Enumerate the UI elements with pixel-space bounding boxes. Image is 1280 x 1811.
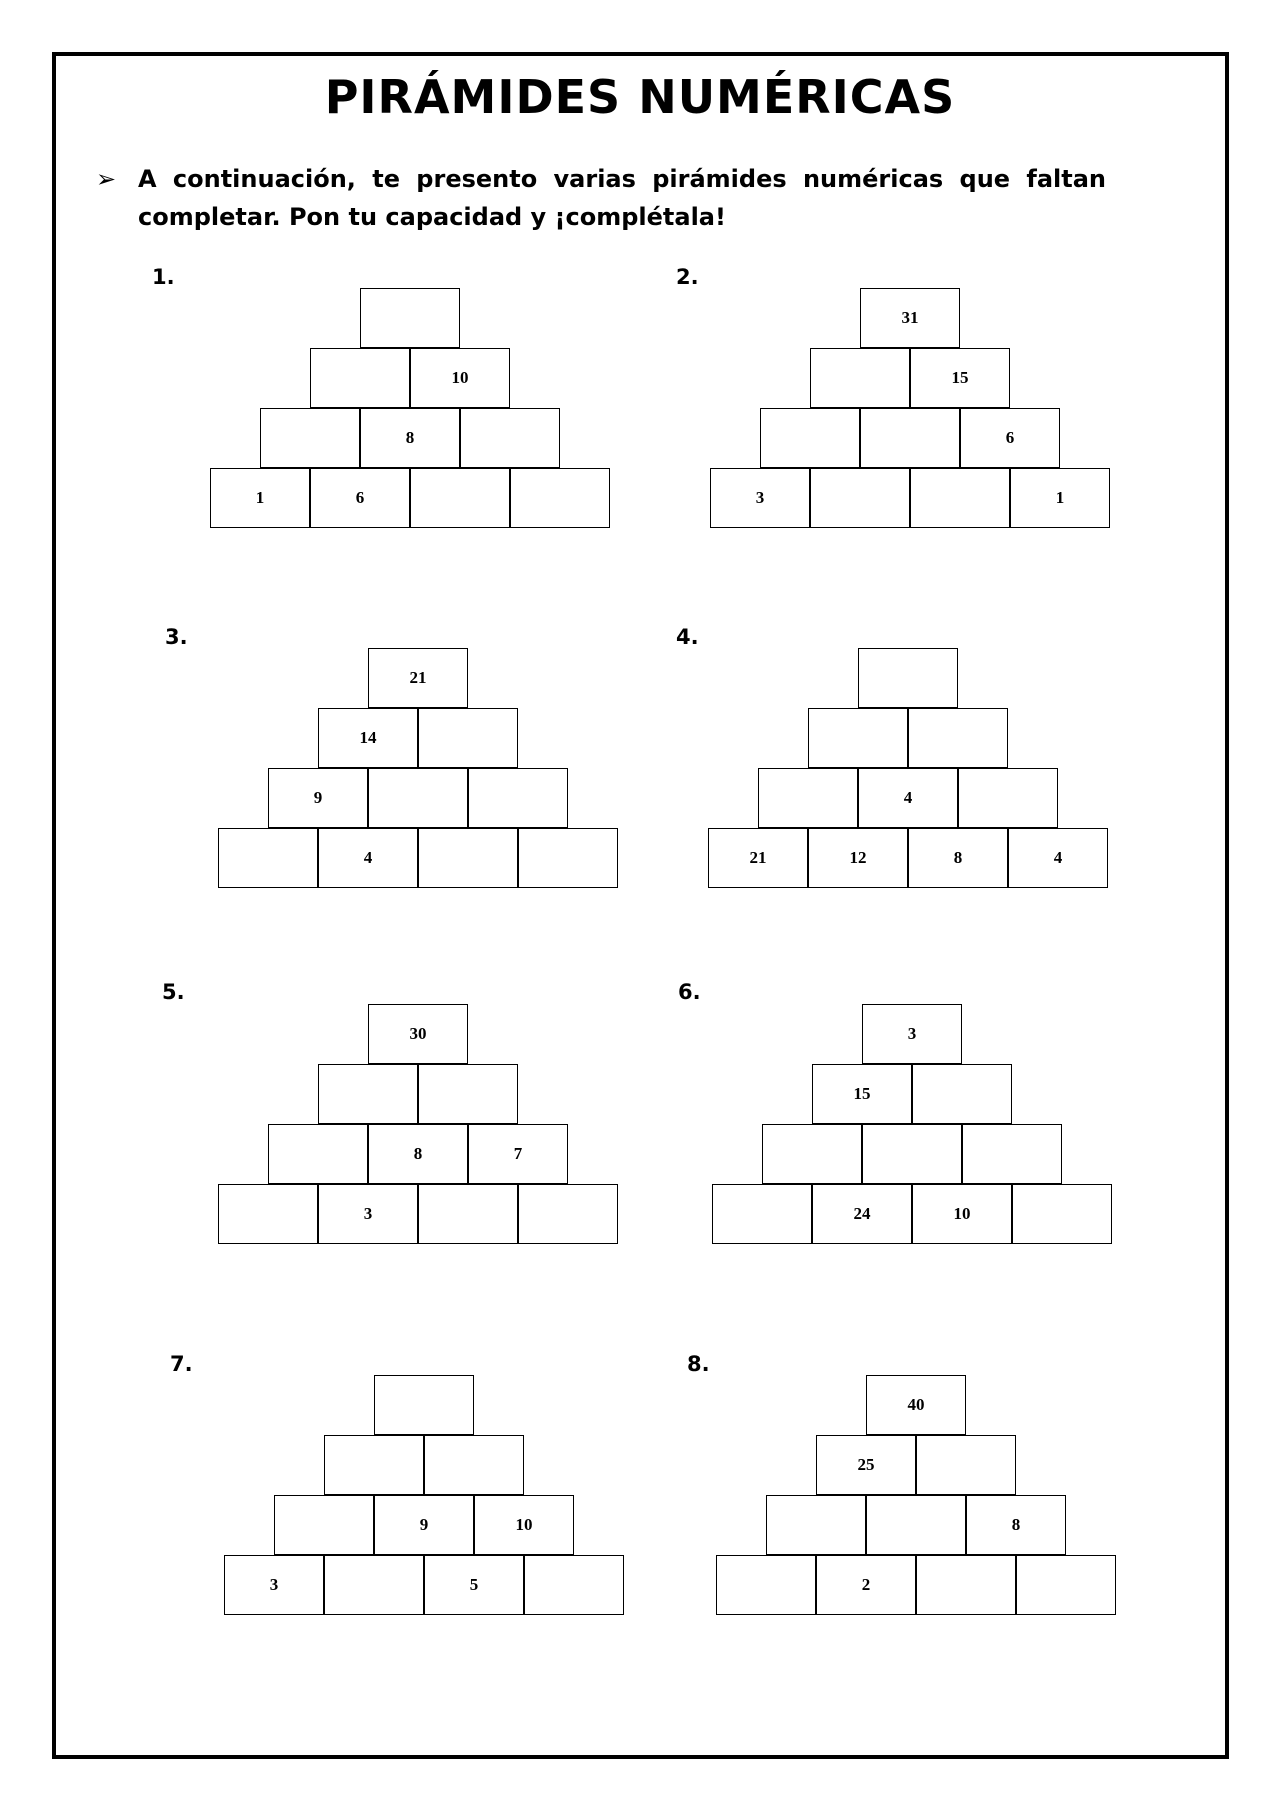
pyramid-cell: 1 bbox=[1010, 468, 1110, 528]
pyramid-cell[interactable] bbox=[324, 1435, 424, 1495]
pyramid-cell: 4 bbox=[858, 768, 958, 828]
pyramid-cell[interactable] bbox=[418, 708, 518, 768]
pyramid-number: 8. bbox=[687, 1352, 710, 1376]
pyramid-cell[interactable] bbox=[318, 1064, 418, 1124]
pyramid-cell[interactable] bbox=[360, 288, 460, 348]
pyramid-cell[interactable] bbox=[260, 408, 360, 468]
pyramid-cell[interactable] bbox=[760, 408, 860, 468]
pyramid-cell[interactable] bbox=[866, 1495, 966, 1555]
pyramid-number: 6. bbox=[678, 980, 701, 1004]
pyramid-cell: 3 bbox=[318, 1184, 418, 1244]
instruction bbox=[96, 160, 1106, 236]
pyramid-cell[interactable] bbox=[862, 1124, 962, 1184]
pyramid-number: 5. bbox=[162, 980, 185, 1004]
pyramid-cell: 25 bbox=[816, 1435, 916, 1495]
pyramid-cell: 3 bbox=[224, 1555, 324, 1615]
pyramid-cell: 6 bbox=[310, 468, 410, 528]
pyramid-cell: 5 bbox=[424, 1555, 524, 1615]
pyramid-cell: 15 bbox=[812, 1064, 912, 1124]
pyramid-cell[interactable] bbox=[916, 1435, 1016, 1495]
pyramid-cell: 12 bbox=[808, 828, 908, 888]
pyramid-cell: 9 bbox=[268, 768, 368, 828]
pyramid-cell: 2 bbox=[816, 1555, 916, 1615]
pyramid-number: 7. bbox=[170, 1352, 193, 1376]
pyramid-cell[interactable] bbox=[518, 1184, 618, 1244]
pyramid-cell[interactable] bbox=[810, 348, 910, 408]
pyramid-cell[interactable] bbox=[712, 1184, 812, 1244]
bullet-arrow-icon: ➢ bbox=[96, 165, 117, 193]
pyramid-cell: 21 bbox=[368, 648, 468, 708]
pyramid-cell: 6 bbox=[960, 408, 1060, 468]
instruction-text: A continuación, te presento varias pirámides numéricas que faltan completar. Pon tu capacidad y ¡complétala! bbox=[138, 165, 1106, 231]
pyramid-cell[interactable] bbox=[218, 828, 318, 888]
pyramid-cell: 15 bbox=[910, 348, 1010, 408]
pyramid-number: 1. bbox=[152, 265, 175, 289]
pyramid-cell: 8 bbox=[966, 1495, 1066, 1555]
pyramid-cell: 10 bbox=[474, 1495, 574, 1555]
pyramid-cell[interactable] bbox=[218, 1184, 318, 1244]
pyramid-cell: 8 bbox=[360, 408, 460, 468]
pyramid-cell: 40 bbox=[866, 1375, 966, 1435]
pyramid-number: 3. bbox=[165, 625, 188, 649]
pyramid-cell[interactable] bbox=[418, 828, 518, 888]
pyramid-cell: 14 bbox=[318, 708, 418, 768]
pyramid-cell[interactable] bbox=[716, 1555, 816, 1615]
pyramid-cell[interactable] bbox=[518, 828, 618, 888]
pyramid-cell[interactable] bbox=[410, 468, 510, 528]
pyramid-cell: 30 bbox=[368, 1004, 468, 1064]
pyramid-cell[interactable] bbox=[374, 1375, 474, 1435]
pyramid-cell: 10 bbox=[912, 1184, 1012, 1244]
pyramid-cell[interactable] bbox=[958, 768, 1058, 828]
pyramid-cell: 7 bbox=[468, 1124, 568, 1184]
pyramid-cell[interactable] bbox=[762, 1124, 862, 1184]
pyramid-cell[interactable] bbox=[766, 1495, 866, 1555]
pyramid-cell: 4 bbox=[1008, 828, 1108, 888]
pyramid-cell[interactable] bbox=[962, 1124, 1062, 1184]
pyramid-cell: 31 bbox=[860, 288, 960, 348]
pyramid-cell[interactable] bbox=[324, 1555, 424, 1615]
pyramid-cell[interactable] bbox=[468, 768, 568, 828]
pyramid-cell[interactable] bbox=[368, 768, 468, 828]
pyramid-cell[interactable] bbox=[524, 1555, 624, 1615]
pyramid-cell[interactable] bbox=[274, 1495, 374, 1555]
pyramid-cell[interactable] bbox=[310, 348, 410, 408]
pyramid-cell[interactable] bbox=[418, 1064, 518, 1124]
pyramid-cell[interactable] bbox=[808, 708, 908, 768]
pyramid-cell: 10 bbox=[410, 348, 510, 408]
pyramid-cell[interactable] bbox=[910, 468, 1010, 528]
pyramid-cell[interactable] bbox=[860, 408, 960, 468]
pyramid-cell[interactable] bbox=[418, 1184, 518, 1244]
pyramid-cell[interactable] bbox=[858, 648, 958, 708]
pyramid-cell: 21 bbox=[708, 828, 808, 888]
pyramid-cell: 3 bbox=[862, 1004, 962, 1064]
pyramid-cell[interactable] bbox=[912, 1064, 1012, 1124]
pyramid-cell[interactable] bbox=[1016, 1555, 1116, 1615]
page-title: PIRÁMIDES NUMÉRICAS bbox=[324, 70, 956, 124]
pyramid-number: 4. bbox=[676, 625, 699, 649]
pyramid-cell: 1 bbox=[210, 468, 310, 528]
pyramid-cell[interactable] bbox=[810, 468, 910, 528]
pyramid-cell[interactable] bbox=[916, 1555, 1016, 1615]
pyramid-cell[interactable] bbox=[758, 768, 858, 828]
pyramid-cell: 3 bbox=[710, 468, 810, 528]
pyramid-cell[interactable] bbox=[424, 1435, 524, 1495]
pyramid-cell: 9 bbox=[374, 1495, 474, 1555]
pyramid-cell[interactable] bbox=[460, 408, 560, 468]
pyramid-cell: 4 bbox=[318, 828, 418, 888]
pyramid-cell[interactable] bbox=[510, 468, 610, 528]
pyramid-number: 2. bbox=[676, 265, 699, 289]
pyramid-cell: 24 bbox=[812, 1184, 912, 1244]
pyramid-cell[interactable] bbox=[1012, 1184, 1112, 1244]
pyramid-cell: 8 bbox=[368, 1124, 468, 1184]
pyramid-cell[interactable] bbox=[908, 708, 1008, 768]
pyramid-cell[interactable] bbox=[268, 1124, 368, 1184]
pyramid-cell: 8 bbox=[908, 828, 1008, 888]
